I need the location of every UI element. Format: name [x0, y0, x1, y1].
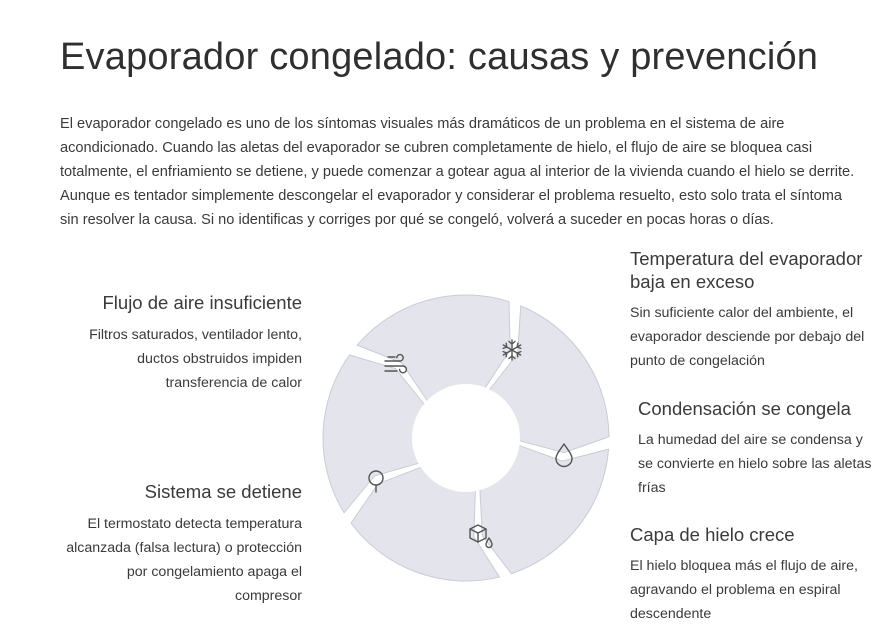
step-heading: Condensación se congela	[638, 398, 851, 419]
cycle-center	[412, 384, 520, 492]
step-ice-layer	[630, 523, 870, 626]
step-description: La humedad del aire se condensa y se convierte en hielo sobre las aletas frías	[638, 432, 872, 496]
step-description: Filtros saturados, ventilador lento, ductos obstruidos impiden transferencia de calor	[89, 327, 302, 391]
step-description: El hielo bloquea más el flujo de aire, agravando el problema en espiral descendente	[630, 558, 858, 622]
step-heading: Temperatura del evaporador baja en exceso	[630, 248, 863, 292]
page-title: Evaporador congelado: causas y prevención	[60, 36, 819, 78]
step-description: Sin suficiente calor del ambiente, el evaporador desciende por debajo del punto de congelación	[630, 305, 865, 369]
step-heading: Capa de hielo crece	[630, 524, 795, 545]
step-airflow	[60, 291, 302, 395]
step-heading: Flujo de aire insuficiente	[102, 292, 302, 313]
step-system-stops	[60, 480, 302, 608]
step-description: El termostato detecta temperatura alcanzada (falsa lectura) o protección por congelamiento apaga el compresor	[66, 516, 302, 604]
step-temperature	[630, 247, 870, 373]
step-heading: Sistema se detiene	[144, 481, 302, 502]
step-condensation	[638, 397, 874, 500]
intro-paragraph: El evaporador congelado es uno de los síntomas visuales más dramáticos de un problema en el sistema de aire acondicionado. Cuando las aletas del evaporador se cubren completamente de hielo, el flujo de aire se bloquea casi totalmente, el enfriamiento se detiene, y puede comenzar a gotear agua al interior de la vivienda cuando el hielo se derrite. Aunque es tentador simplemente descongelar el evaporador y considerar el problema resuelto, esto solo trata el síntoma sin resolver la causa. Si no identificas y corriges por qué se congeló, volverá a suceder en pocas horas o días.	[60, 116, 855, 228]
